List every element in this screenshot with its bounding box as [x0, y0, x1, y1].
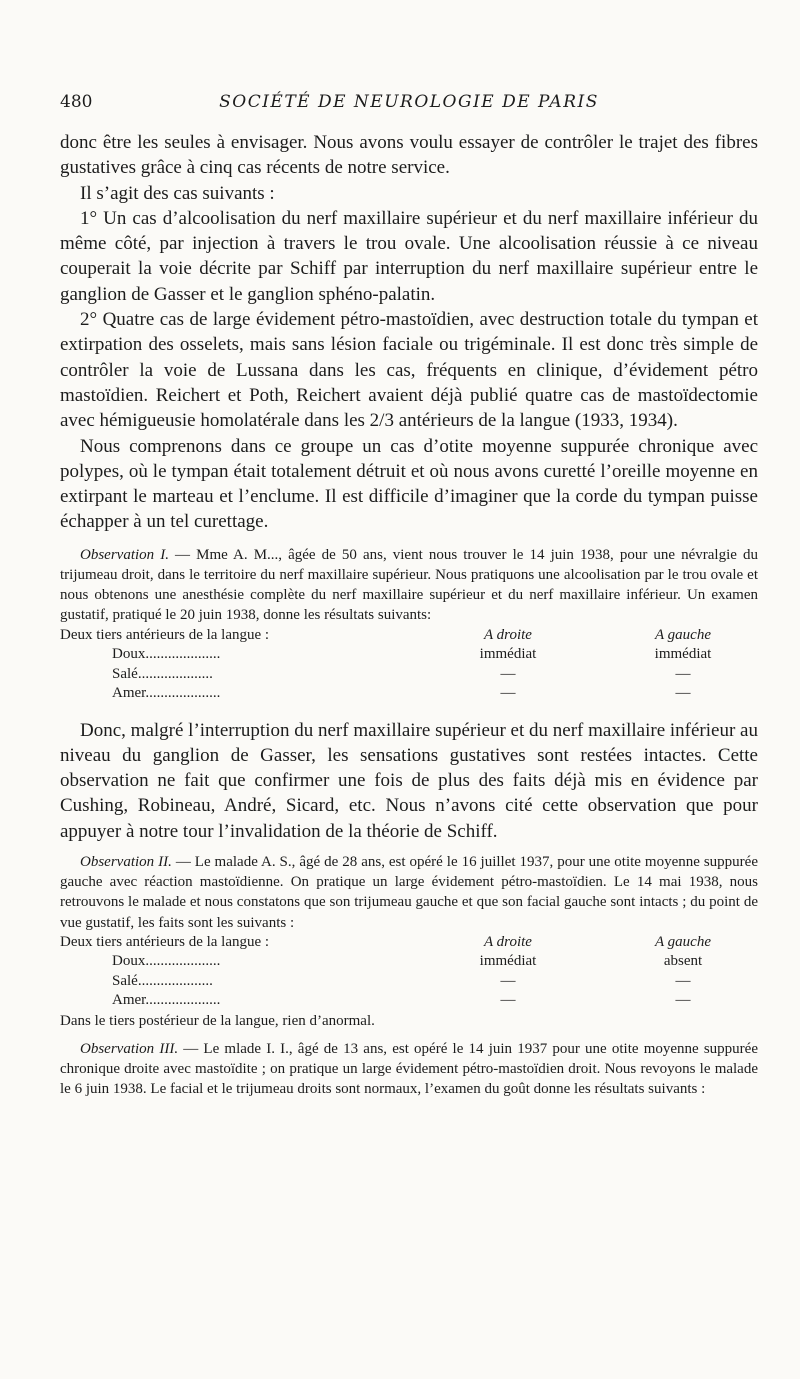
table-row [60, 645, 758, 665]
observation-title: Observation II. [80, 854, 172, 871]
observation-text: — Mme A. M..., âgée de 50 ans, vient nous trouver le 14 juin 1938, pour une névralgie du trijumeau droit, dans le territoire du nerf maxillaire supérieur. Nous pratiquons une alcoolisation par le trou ovale et nous obtenons une anesthésie complète du nerf maxillaire supérieur et du nerf maxillaire inférieur. Un examen gustatif, pratiqué le 20 juin 1938, donne les résultats suivants: [60, 546, 758, 624]
taste-label: Amer.................... [112, 685, 221, 702]
left-value: immédiat [654, 646, 712, 663]
taste-label: Salé.................... [112, 665, 213, 682]
column-header-left: A gauche [655, 933, 711, 950]
observation-3 [60, 1039, 758, 1100]
running-title: SOCIÉTÉ DE NEUROLOGIE DE PARIS [219, 92, 599, 112]
right-value: immédiat [479, 646, 537, 663]
table-row [60, 972, 758, 992]
table-row [60, 952, 758, 972]
observation-text: — Le mlade I. I., âgé de 13 ans, est opéré le 14 juin 1937 pour une otite moyenne suppurée chronique droite avec mastoïdite ; on pratique un large évidement pétro-mastoïdien droit. Nous revoyons le malade le 6 juin 1938. Le facial et le trijumeau droits sont normaux, l’examen du goût donne les résultats suivants : [60, 1041, 758, 1098]
column-header-left: A gauche [655, 626, 711, 643]
right-value: — [500, 665, 516, 682]
page-number: 480 [60, 92, 93, 112]
taste-label: Salé.................... [112, 972, 213, 989]
table-header-row [60, 626, 758, 646]
observation-title: Observation I. [80, 546, 169, 563]
observation-text: — Le malade A. S., âgé de 28 ans, est opéré le 16 juillet 1937, pour une otite moyenne suppurée gauche avec réaction mastoïdienne. On pratique un large évidement pétro-mastoïdien. Le 14 mai 1938, nous retrouvons le malade et nous constatons que son trijumeau gauche et que son facial gauche sont intacts ; du point de vue gustatif, les faits sont les suivants : [60, 854, 758, 931]
taste-label: Doux.................... [112, 953, 221, 970]
paragraph: donc être les seules à envisager. Nous avons voulu essayer de contrôler le trajet des fibres gustatives grâce à cinq cas récents de notre service. [60, 132, 758, 179]
gustatory-table-2 [60, 933, 758, 1011]
left-value: — [675, 972, 691, 989]
right-value: — [500, 972, 516, 989]
table-row [60, 991, 758, 1011]
taste-label: Amer.................... [112, 992, 221, 1009]
left-value: — [675, 992, 691, 1009]
paragraph: 1° Un cas d’alcoolisation du nerf maxillaire supérieur et du nerf maxillaire inférieur du même côté, par injection à travers le trou ovale. Une alcoolisation réussie à ce niveau couperait la voie décrite par Schiff par interruption du nerf maxillaire supérieur entre le ganglion de Gasser et le ganglion sphéno-palatin. [60, 207, 758, 305]
column-header-right: A droite [484, 626, 532, 643]
table-row [60, 665, 758, 685]
right-value: immédiat [479, 953, 537, 970]
paragraph: 2° Quatre cas de large évidement pétro-mastoïdien, avec destruction totale du tympan et extirpation des osselets, mais sans lésion faciale ou trigéminale. Il est donc très simple de contrôler la voie de Lussana dans les cas, fréquents en clinique, d’évidement pétro mastoïdien. Reichert et Poth, Reichert avaient déjà publié quatre cas de mastoïdectomie avec hémigueusie homolatérale dans les 2/3 antérieurs de la langue (1933, 1934). [60, 309, 758, 432]
body-text [60, 130, 758, 1100]
taste-label: Doux.................... [112, 646, 221, 663]
paragraph: Nous comprenons dans ce groupe un cas d’otite moyenne suppurée chronique avec polypes, où le tympan était totalement détruit et où nous avons curetté l’oreille moyenne en extirpant le marteau et l’enclume. Il est difficile d’imaginer que la corde du tympan puisse échapper à un tel curettage. [60, 435, 758, 533]
gustatory-table-1 [60, 626, 758, 704]
left-value: absent [663, 953, 703, 970]
paragraph: Il s’agit des cas suivants : [80, 182, 275, 204]
right-value: — [500, 992, 516, 1009]
observation-1 [60, 545, 758, 626]
right-value: — [500, 685, 516, 702]
table-header-row [60, 933, 758, 953]
observation-2 [60, 852, 758, 933]
table-heading: Deux tiers antérieurs de la langue : [60, 626, 270, 643]
paragraph: Donc, malgré l’interruption du nerf maxillaire supérieur et du nerf maxillaire inférieur au niveau du ganglion de Gasser, les sensations gustatives sont restées intactes. Cette observation ne fait que confirmer une fois de plus des faits déjà mis en évidence par Cushing, Robineau, André, Sicard, etc. Nous n’avons cité cette observation que pour appuyer à notre tour l’invalidation de la théorie de Schiff. [60, 719, 758, 842]
column-header-right: A droite [484, 933, 532, 950]
observation-title: Observation III. [80, 1041, 179, 1058]
left-value: — [675, 685, 691, 702]
observation-footnote: Dans le tiers postérieur de la langue, rien d’anormal. [60, 1012, 375, 1029]
running-header [60, 92, 758, 116]
left-value: — [675, 665, 691, 682]
table-heading: Deux tiers antérieurs de la langue : [60, 933, 270, 950]
table-row [60, 684, 758, 704]
